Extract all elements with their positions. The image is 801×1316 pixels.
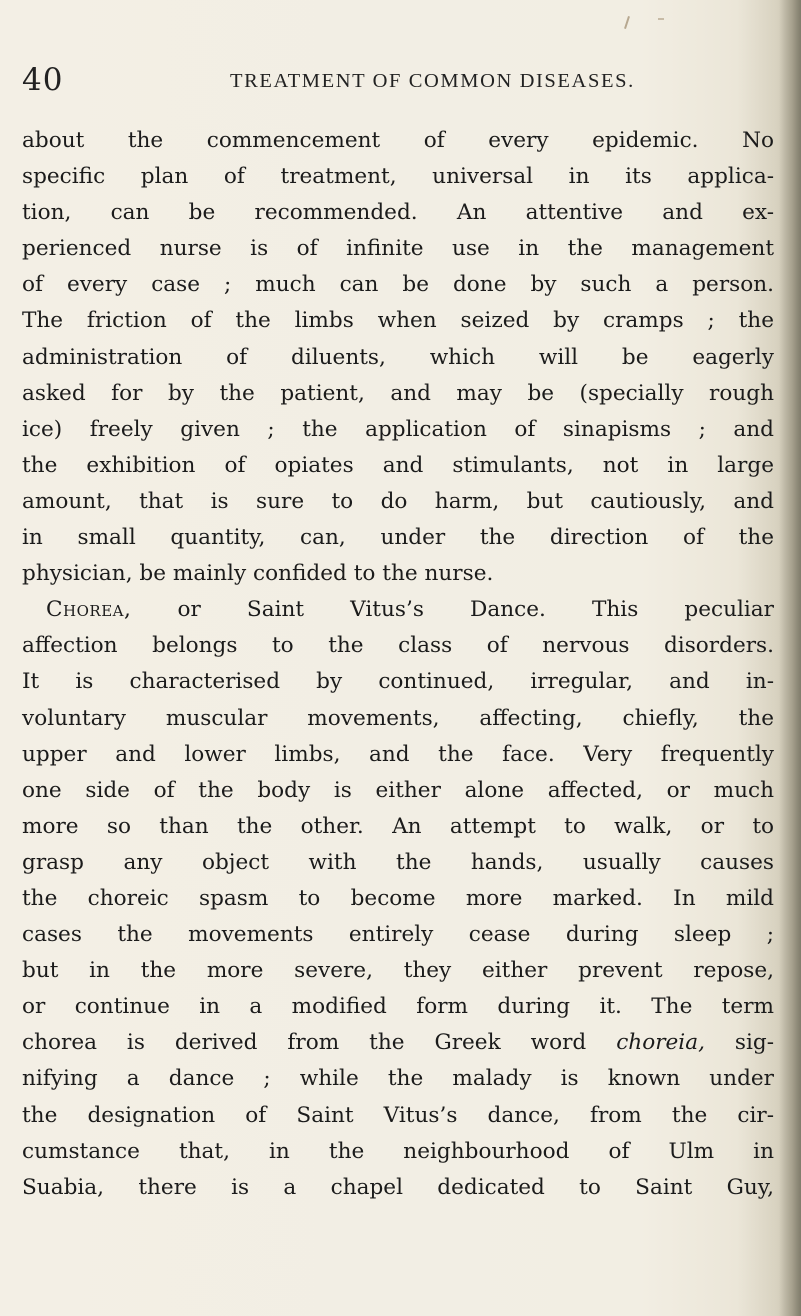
text-line: ice) freely given ; the application of sinapisms ; and [22,416,774,442]
text-line: one side of the body is either alone affected, or much [22,777,774,803]
paper-mark [658,18,664,20]
text-line: voluntary muscular movements, affecting, chiefly, the [22,705,774,731]
text-line: asked for by the patient, and may be (specially rough [22,380,774,406]
text-line: cases the movements entirely cease during sleep ; [22,922,774,948]
text-line: the exhibition of opiates and stimulants, not in large [22,452,774,478]
text-line: the designation of Saint Vitus’s dance, from the cir- [22,1102,774,1128]
text-line: nifying a dance ; while the malady is known under [22,1066,774,1092]
text-line: physician, be mainly confided to the nurse. [22,561,494,587]
paragraph-start-line [22,592,774,628]
body-text [22,123,774,1206]
text-line: It is characterised by continued, irregular, and in- [22,669,774,695]
running-title: TREATMENT OF COMMON DISEASES. [230,70,635,92]
page-number: 40 [22,62,64,98]
text-line: cumstance that, in the neighbourhood of Ulm in [22,1138,774,1164]
text-line: affection belongs to the class of nervous disorders. [22,633,774,659]
text-line: Suabia, there is a chapel dedicated to Saint Guy, [22,1174,774,1200]
text-span: or Saint Vitus’s Dance. This peculiar [131,597,774,623]
text-span: sig- [704,1030,774,1056]
text-line-with-greek [22,1025,774,1061]
text-line: or continue in a modified form during it. The term [22,994,774,1020]
page-edge-shadow [779,0,801,1316]
text-line: about the commencement of every epidemic. No [22,128,774,153]
text-line: upper and lower limbs, and the face. Very frequently [22,741,774,767]
text-line: administration of diluents, which will be eagerly [22,344,774,370]
text-line: perienced nurse is of infinite use in the management [22,236,774,262]
text-span: chorea is derived from the Greek word [22,1030,617,1056]
chorea-term: Chorea, [46,597,132,623]
paper-mark [624,16,630,29]
text-line: in small quantity, can, under the direction of the [22,525,774,551]
greek-word: choreia, [616,1030,705,1056]
text-line: grasp any object with the hands, usually causes [22,849,774,875]
text-line: more so than the other. An attempt to walk, or to [22,813,774,839]
page-header [0,62,801,102]
text-line: amount, that is sure to do harm, but cautiously, and [22,488,774,514]
text-line: tion, can be recommended. An attentive and ex- [22,200,774,226]
text-line: specific plan of treatment, universal in its applica- [22,164,774,190]
text-line: but in the more severe, they either prevent repose, [22,958,774,984]
text-line: the choreic spasm to become more marked. In mild [22,885,774,911]
text-line: of every case ; much can be done by such a person. [22,272,774,298]
text-line: The friction of the limbs when seized by cramps ; the [22,308,774,334]
